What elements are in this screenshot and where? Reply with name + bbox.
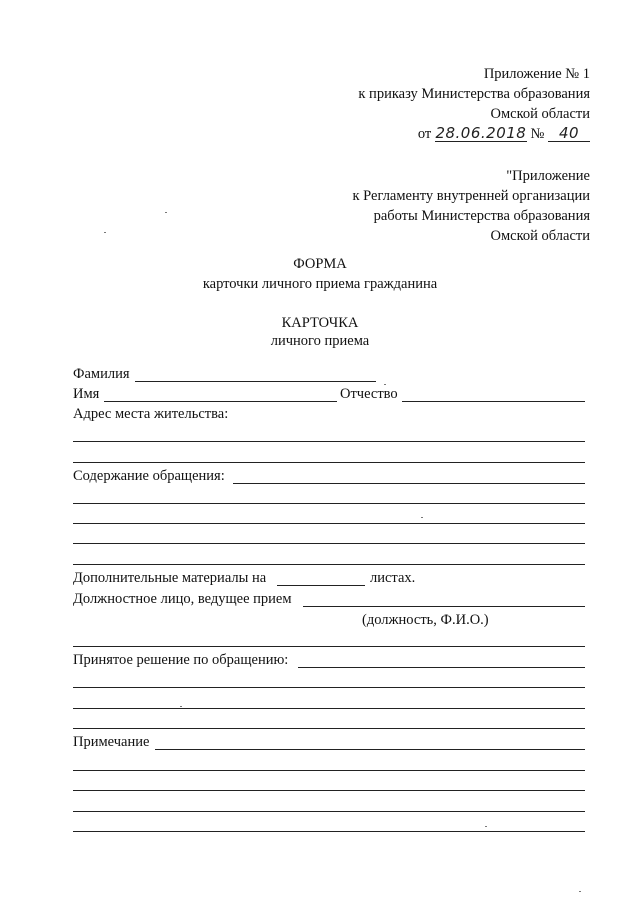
official-label: Должностное лицо, ведущее прием (73, 591, 292, 607)
decision-line-3[interactable] (73, 708, 585, 709)
name-label: Имя (73, 386, 100, 402)
card-subtitle: личного приема (270, 333, 370, 349)
patronymic-line[interactable] (402, 401, 585, 402)
content-line-4[interactable] (73, 543, 585, 544)
form-title: ФОРМА (293, 256, 347, 272)
extra-materials-label: Дополнительные материалы на (73, 570, 267, 586)
annex-title: Приложение № 1 (483, 66, 590, 82)
remark-line-1[interactable] (155, 749, 585, 750)
annex-region: Омской области (490, 106, 590, 122)
sheets-count-line[interactable] (277, 585, 365, 586)
card-title: КАРТОЧКА (281, 315, 359, 331)
number-prefix: № (530, 126, 545, 142)
decision-label: Принятое решение по обращению: (73, 652, 289, 668)
regulation-line-2: к Регламенту внутренней организации (352, 188, 590, 204)
regulation-line-3: работы Министерства образования (373, 208, 590, 224)
date-prefix: от (417, 126, 432, 142)
surname-label: Фамилия (73, 366, 130, 382)
regulation-line-4: Омской области (490, 228, 590, 244)
remark-label: Примечание (73, 734, 150, 750)
form-subtitle: карточки личного приема гражданина (202, 276, 438, 292)
scan-speck (104, 232, 106, 233)
official-hint: (должность, Ф.И.О.) (362, 612, 489, 628)
regulation-header (353, 166, 591, 246)
address-line-2[interactable] (73, 462, 585, 463)
annex-order-ref: к приказу Министерства образования (358, 86, 590, 102)
address-label: Адрес места жительства: (73, 406, 229, 422)
remark-line-5[interactable] (73, 831, 585, 832)
decision-line-4[interactable] (73, 728, 585, 729)
content-line-3[interactable] (73, 523, 585, 524)
scan-speck (485, 826, 487, 827)
patronymic-label: Отчество (340, 386, 398, 402)
name-line[interactable] (104, 401, 337, 402)
sheets-label: листах. (370, 570, 416, 586)
decision-line-2[interactable] (73, 687, 585, 688)
official-line[interactable] (303, 606, 585, 607)
content-line-2[interactable] (73, 503, 585, 504)
official-line-2[interactable] (73, 646, 585, 647)
regulation-line-1: "Приложение (506, 168, 590, 184)
address-line-1[interactable] (73, 441, 585, 442)
decision-line-1[interactable] (298, 667, 585, 668)
surname-line[interactable] (135, 381, 376, 382)
scan-speck (384, 384, 386, 385)
remark-line-3[interactable] (73, 790, 585, 791)
annex-header (358, 64, 590, 144)
scan-speck (165, 212, 167, 213)
scan-speck (421, 517, 423, 518)
scan-speck (579, 891, 581, 892)
remark-line-2[interactable] (73, 770, 585, 771)
handwritten-number: 40 (548, 125, 590, 142)
content-label: Содержание обращения: (73, 468, 225, 484)
handwritten-date: 28.06.2018 (435, 124, 527, 142)
content-line-5[interactable] (73, 564, 585, 565)
annex-date-number-line (358, 124, 590, 144)
remark-line-4[interactable] (73, 811, 585, 812)
scan-speck (180, 706, 182, 707)
content-line-1[interactable] (233, 483, 585, 484)
